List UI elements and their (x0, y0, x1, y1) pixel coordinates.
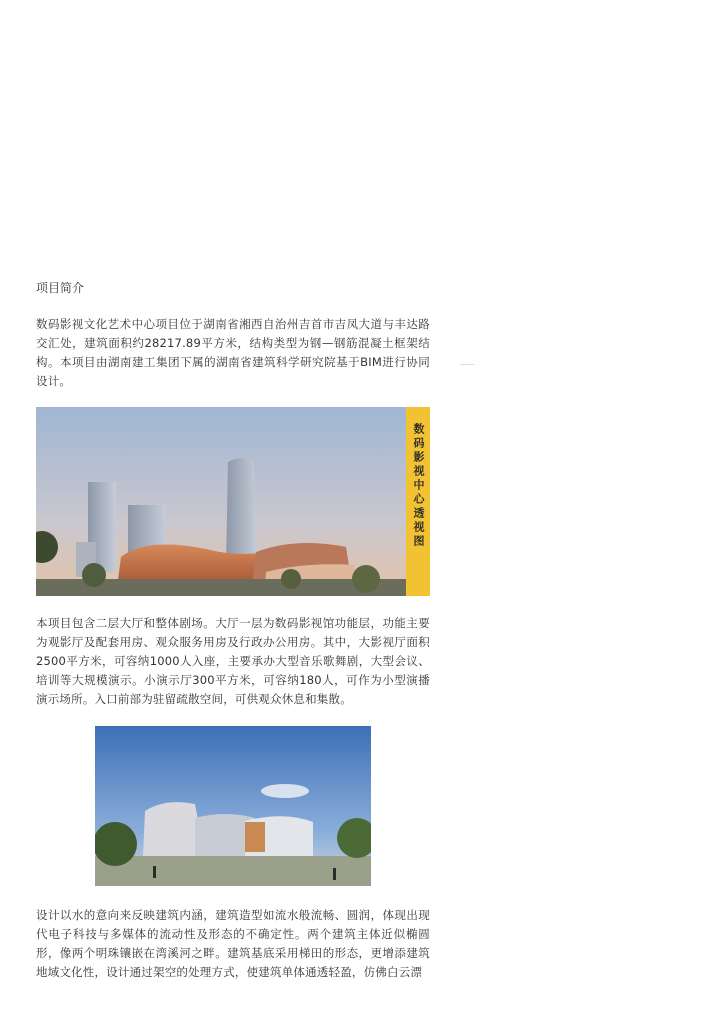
paragraph-intro: 数码影视文化艺术中心项目位于湖南省湘西自治州吉首市吉凤大道与丰达路交汇处，建筑面积约28217.89平方米，结构类型为钢—钢筋混凝土框架结构。本项目由湖南建工集团下属的湖南省建筑科学研究院基于BIM进行协同设计。 (36, 317, 430, 388)
vertical-caption (406, 407, 430, 596)
paragraph-design: 设计以水的意向来反映建筑内涵，建筑造型如流水般流畅、圆润，体现出现代电子科技与多媒体的流动性及形态的不确定性。两个建筑主体近似椭圆形，像两个明珠镶嵌在湾溪河之畔。建筑基底采用梯田的形态，更增添建筑地域文化性，设计通过架空的处理方式，使建筑单体通透轻盈，仿佛白云漂 (36, 908, 430, 979)
rendering-illustration (95, 726, 371, 886)
section-title: 项目简介 (36, 281, 85, 295)
night-rendering-image (95, 726, 371, 886)
perspective-image (36, 407, 430, 596)
vertical-caption-text: 数码影视中心透视图 (412, 423, 425, 549)
paragraph-layout: 本项目包含二层大厅和整体剧场。大厅一层为数码影视馆功能层，功能主要为观影厅及配套用房、观众服务用房及行政办公用房。其中，大影视厅面积2500平方米，可容纳1000人入座，主要承办大型音乐歌舞剧，大型会议、培训等大规模演示。小演示厅300平方米，可容纳180人，可作为小型演播演示场所。入口前部为驻留疏散空间，可供观众休息和集散。 (36, 616, 430, 706)
perspective-illustration (36, 407, 430, 596)
divider (460, 364, 474, 365)
